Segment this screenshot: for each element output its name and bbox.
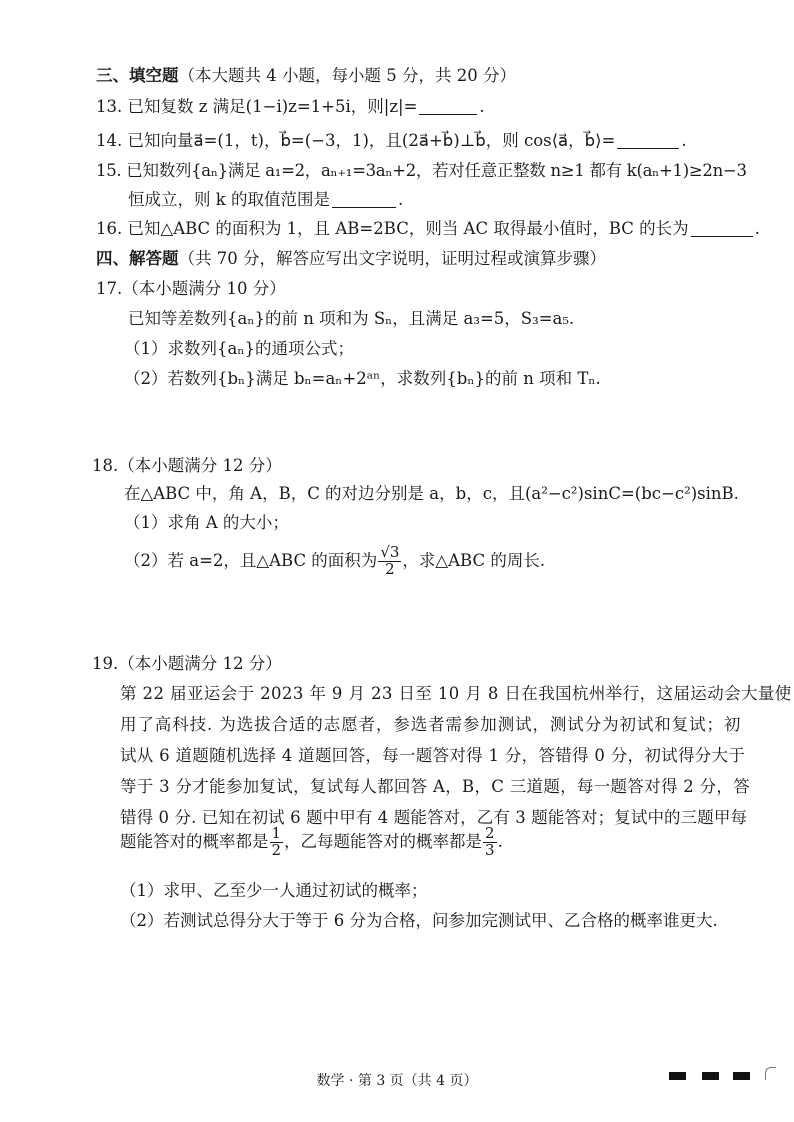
page-footer: 数学 · 第 3 页（共 4 页） <box>316 1073 478 1089</box>
q19-line2: 用了高科技. 为选拔合适的志愿者，参选者需参加测试，测试分为初试和复试；初 <box>120 715 742 734</box>
q15-number: 15. <box>96 161 122 180</box>
section4-heading: 四、解答题 <box>96 249 179 268</box>
q19-line4: 等于 3 分才能参加复试，复试每人都回答 A，B，C 三道题，每一题答对得 2 分，答 <box>120 777 751 796</box>
q17-header: （本小题满分 10 分） <box>122 279 286 298</box>
q14-text: 已知向量a⃗=(1，t)，b⃗=(−3，1)，且(2a⃗+b⃗)⊥b⃗，则 cos⟨a⃗，b⃗⟩= <box>127 131 616 150</box>
q16-text: 已知△ABC 的面积为 1，且 AB=2BC，则当 AC 取得最小值时，BC 的长为 <box>127 219 689 238</box>
q19-fraction-1-numerator: 1 <box>271 824 282 842</box>
question-13 <box>96 99 485 116</box>
q18-stem: 在△ABC 中，角 A，B，C 的对边分别是 a，b，c，且(a²−c²)sinC=(bc−c²)sinB. <box>124 484 739 503</box>
q15-line2: 恒成立，则 k 的取值范围是 <box>128 190 330 209</box>
q18-fraction-denominator: 2 <box>385 559 395 578</box>
q17-stem: 已知等差数列{aₙ}的前 n 项和为 Sₙ，且满足 a₃=5，S₃=a₅. <box>128 309 575 328</box>
section4-heading-line <box>96 251 606 268</box>
q19-line6-c: . <box>497 831 503 851</box>
q15-line1: 已知数列{aₙ}满足 a₁=2，aₙ₊₁=3aₙ+2，若对任意正整数 n≥1 都有 k(aₙ+1)≥2n−3 <box>126 161 747 180</box>
q17-number: 17. <box>96 279 123 298</box>
q18-header: （本小题满分 12 分） <box>118 456 282 475</box>
print-mark-2 <box>702 1072 719 1080</box>
q19-fraction-2 <box>483 826 497 859</box>
q18-part2: （2）若 a=2，且△ABC 的面积为 <box>124 550 378 570</box>
q19-part2: （2）若测试总得分大于等于 6 分为合格，问参加完测试甲、乙合格的概率谁更大. <box>120 911 718 930</box>
q18-fraction-numerator: √3 <box>380 543 400 561</box>
q18-number: 18. <box>92 456 119 475</box>
q13-answer-blank <box>419 99 477 115</box>
q19-line5: 错得 0 分. 已知在初试 6 题中甲有 4 题能答对，乙有 3 题能答对；复试中的三题甲每 <box>120 808 748 827</box>
q19-line1: 第 22 届亚运会于 2023 年 9 月 23 日至 10 月 8 日在我国杭州举行，这届运动会大量使 <box>120 684 792 703</box>
q19-line3: 试从 6 道题随机选择 4 道题回答，每一题答对得 1 分，答错得 0 分，初试得分大于 <box>120 746 746 765</box>
q19-line6-a: 题能答对的概率都是 <box>120 831 269 851</box>
question-18-header <box>92 458 282 475</box>
q19-fraction-1 <box>270 826 284 859</box>
q17-part1: （1）求数列{aₙ}的通项公式； <box>124 339 354 358</box>
corner-mark-icon <box>765 1067 776 1080</box>
q14-answer-blank <box>617 133 679 149</box>
q14-number: 14. <box>96 131 123 150</box>
q19-fraction-1-denominator: 2 <box>271 840 282 859</box>
q19-fraction-2-denominator: 3 <box>485 840 495 859</box>
q16-end: . <box>754 219 760 238</box>
q18-part2-end: ，求△ABC 的周长. <box>402 550 546 570</box>
section4-note: （共 70 分，解答应写出文字说明，证明过程或演算步骤） <box>178 249 606 268</box>
section3-heading: 三、填空题 <box>96 66 179 85</box>
q19-number: 19. <box>92 654 119 673</box>
q15-answer-blank <box>332 192 396 208</box>
q19-part1: （1）求甲、乙至少一人通过初试的概率； <box>120 881 428 900</box>
q19-fraction-2-numerator: 2 <box>485 824 495 842</box>
q19-line6-b: ，乙每题能答对的概率都是 <box>284 831 483 851</box>
question-14 <box>96 133 687 150</box>
q13-end: . <box>479 97 485 116</box>
q14-end: . <box>681 131 687 150</box>
q13-text: 已知复数 z 满足(1−i)z=1+5i，则|z|= <box>127 97 418 116</box>
section3-heading-line <box>96 68 516 85</box>
q19-header: （本小题满分 12 分） <box>118 654 282 673</box>
question-17-header <box>96 281 286 298</box>
q17-part2: （2）若数列{bₙ}满足 bₙ=aₙ+2ᵃⁿ，求数列{bₙ}的前 n 项和 Tₙ. <box>124 369 601 388</box>
q15-end: . <box>398 190 404 209</box>
question-19-header <box>92 656 282 673</box>
q16-answer-blank <box>691 221 753 237</box>
print-mark-1 <box>669 1072 686 1080</box>
q19-line6 <box>120 826 503 859</box>
q13-number: 13. <box>96 97 123 116</box>
section3-note: （本大题共 4 小题，每小题 5 分，共 20 分） <box>178 66 516 85</box>
q18-part2-line <box>124 545 545 578</box>
question-15 <box>96 163 747 180</box>
question-15-line2 <box>128 192 403 209</box>
print-mark-3 <box>733 1072 750 1080</box>
q18-part1: （1）求角 A 的大小； <box>124 513 289 532</box>
question-16 <box>96 221 760 238</box>
q18-fraction <box>378 545 401 578</box>
q16-number: 16. <box>96 219 123 238</box>
